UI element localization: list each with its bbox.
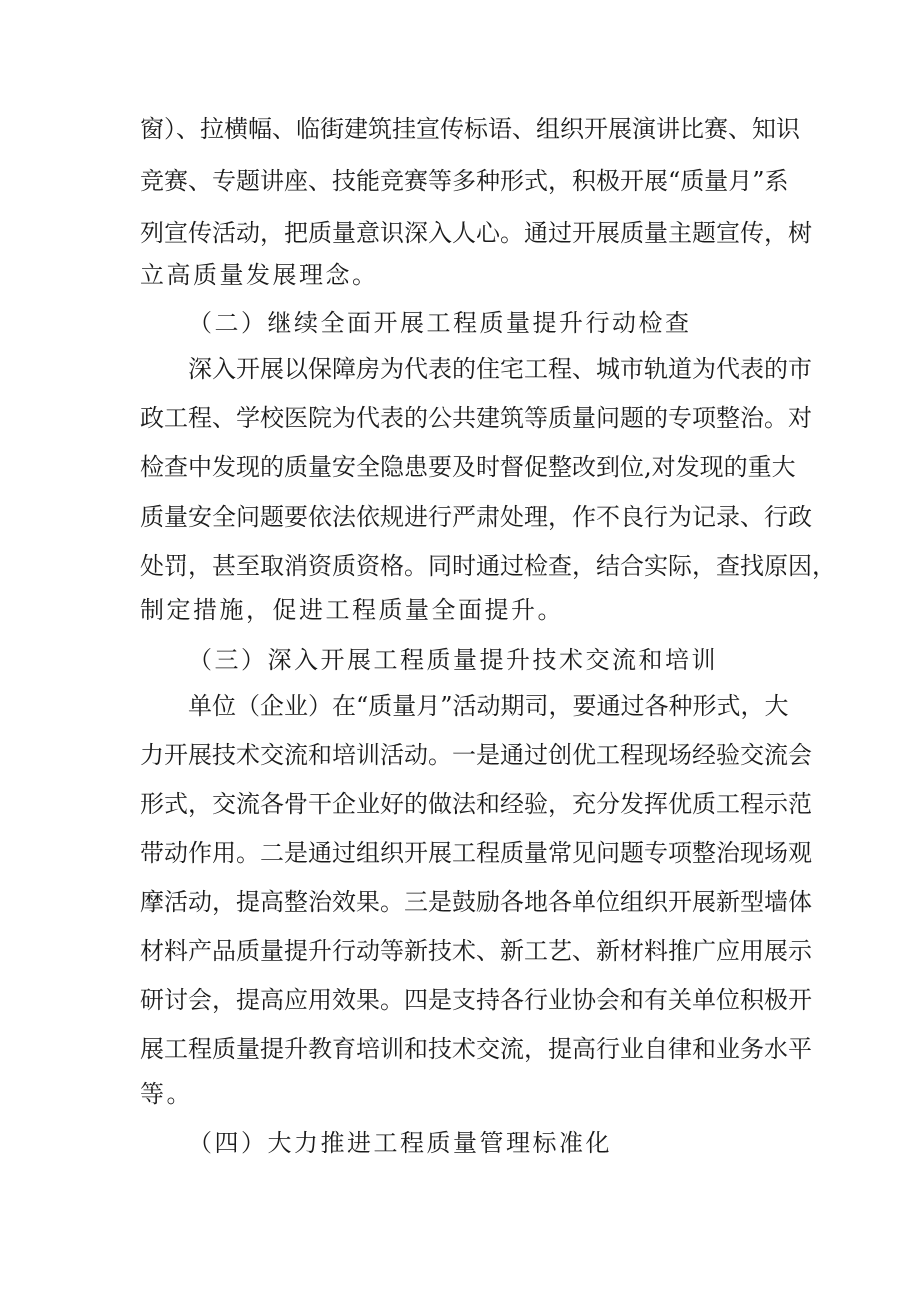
paragraph-line: 竞赛、专题讲座、技能竞赛等多种形式，积极开展“质量月”系 xyxy=(140,167,789,195)
section-heading: （四）大力推进工程质量管理标准化 xyxy=(188,1129,612,1157)
paragraph-line: 材料产品质量提升行动等新技术、新工艺、新材料推广应用展示 xyxy=(140,937,812,965)
paragraph-line: 政工程、学校医院为代表的公共建筑等质量问题的专项整治。对 xyxy=(140,404,812,432)
paragraph-line: 窗）、拉横幅、临街建筑挂宣传标语、组织开展演讲比赛、知识 xyxy=(140,115,800,143)
paragraph-line: 研讨会，提高应用效果。四是支持各行业协会和有关单位积极开 xyxy=(140,986,812,1014)
paragraph-line: 带动作用。二是通过组织开展工程质量常见问题专项整治现场观 xyxy=(140,839,812,867)
paragraph-line: 制定措施，促进工程质量全面提升。 xyxy=(140,596,564,624)
paragraph-line: 等。 xyxy=(140,1080,193,1108)
paragraph-line: 列宣传活动，把质量意识深入人心。通过开展质量主题宣传，树 xyxy=(140,219,812,247)
paragraph-line: 深入开展以保障房为代表的住宅工程、城市轨道为代表的市 xyxy=(188,355,812,383)
paragraph-line: 单位（企业）在“质量月”活动期司，要通过各种形式，大 xyxy=(188,692,789,720)
paragraph-line: 展工程质量提升教育培训和技术交流，提高行业自律和业务水平 xyxy=(140,1035,812,1063)
paragraph-line: 立高质量发展理念。 xyxy=(140,261,379,289)
paragraph-line: 检查中发现的质量安全隐患要及时督促整改到位,对发现的重大 xyxy=(140,453,796,481)
section-heading: （二）继续全面开展工程质量提升行动检查 xyxy=(188,309,692,337)
section-heading: （三）深入开展工程质量提升技术交流和培训 xyxy=(188,646,718,674)
paragraph-line: 力开展技术交流和培训活动。一是通过创优工程现场经验交流会 xyxy=(140,741,812,769)
paragraph-line: 摩活动，提高整治效果。三是鼓励各地各单位组织开展新型墙体 xyxy=(140,888,812,916)
paragraph-line: 处罚，甚至取消资质资格。同时通过检查，结合实际，查找原因， xyxy=(140,552,836,580)
paragraph-line: 质量安全问题要依法依规进行严肃处理，作不良行为记录、行政 xyxy=(140,503,812,531)
paragraph-line: 形式，交流各骨干企业好的做法和经验，充分发挥优质工程示范 xyxy=(140,790,812,818)
